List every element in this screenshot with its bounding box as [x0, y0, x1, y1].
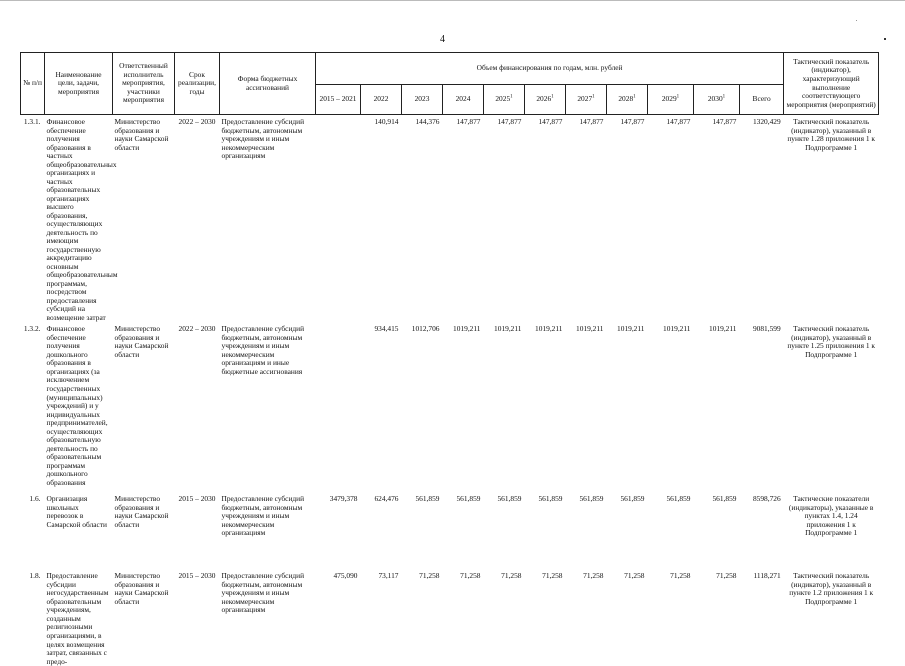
- row-indicator: Тактический показатель (индикатор), указанный в пункте 1.2 приложения 1 к Подпрограмме 1: [789, 571, 874, 606]
- table-row: [21, 115, 879, 323]
- row-value: 1118,271: [753, 571, 781, 581]
- row-value: 1012,706: [411, 324, 440, 334]
- row-name: Организация школьных перевозок в Самарской области: [46, 494, 108, 529]
- header-indicator: Тактический показатель (индикатор), характеризующий выполнение соответствующего мероприятия (мероприятий): [784, 53, 879, 115]
- header-num: № п/п: [21, 53, 45, 115]
- row-value: 561,859: [456, 494, 481, 504]
- row-name: Предоставление субсидии негосударственным образовательным учреждениям, созданным религиозными организациями, в целях возмещения затрат, связанных с предо-: [46, 571, 109, 666]
- row-value: 1019,211: [453, 324, 481, 334]
- row-value: 934,415: [374, 324, 399, 334]
- row-value: 71,258: [670, 571, 691, 581]
- row-executor: Министерство образования и науки Самарской области: [114, 324, 169, 359]
- row-value: 475,090: [333, 571, 358, 581]
- header-executor: Ответственный исполнитель мероприятия, участники мероприятия: [113, 53, 175, 115]
- header-year: 2024: [443, 85, 484, 115]
- row-indicator: Тактический показатель (индикатор), указанный в пункте 1.28 приложения 1 к Подпрограмме 1: [787, 117, 875, 152]
- row-value: 1019,211: [617, 324, 645, 334]
- header-funding: Объем финансирования по годам, млн. рублей: [316, 53, 784, 85]
- row-indicator: Тактические показатели (индикаторы), указанные в пунктах 1.4, 1.24 приложения 1 к Подпрограмме 1: [788, 494, 874, 538]
- row-value: 561,859: [497, 494, 522, 504]
- row-value: 1320,429: [752, 117, 781, 126]
- row-value: 71,258: [460, 571, 481, 581]
- row-term: 2015 – 2030: [178, 494, 216, 504]
- row-form: Предоставление субсидий бюджетным, автономным учреждениям и иным некоммерческим организациям: [221, 117, 305, 161]
- top-rule: [0, 0, 905, 1]
- row-name: Финансовое обеспечение получения дошкольного образования в организациях (за исключением государственных (муниципальных) учреждений) и у индивидуальных предпринимателей, осуществляющих образовательную деятельность по образовательным программам дошкольного образования: [46, 324, 108, 487]
- row-value: 147,877: [538, 117, 563, 126]
- row-value: 8598,726: [752, 494, 781, 504]
- row-value: 9081,599: [752, 324, 781, 334]
- row-value: 73,117: [378, 571, 399, 581]
- row-value: 71,258: [583, 571, 604, 581]
- header-year: Всего: [740, 85, 784, 115]
- scan-speck: [884, 38, 886, 40]
- row-executor: Министерство образования и науки Самарской области: [114, 117, 169, 152]
- row-value: 1019,211: [663, 324, 691, 334]
- header-term: Срок реализации, годы: [175, 53, 220, 115]
- table-row: [21, 492, 879, 569]
- row-value: 1019,211: [494, 324, 522, 334]
- row-value: 1019,211: [709, 324, 737, 334]
- row-term: 2015 – 2030: [178, 571, 216, 581]
- row-value: 1019,211: [535, 324, 563, 334]
- row-number: 1.8.: [29, 571, 41, 581]
- row-value: 561,859: [666, 494, 691, 504]
- header-year: 2025$^1$: [484, 85, 525, 115]
- row-value: 3479,378: [329, 494, 358, 504]
- table-row: [21, 569, 879, 666]
- row-value: [316, 322, 361, 492]
- row-value: 561,859: [620, 494, 645, 504]
- scan-speck: [856, 20, 857, 21]
- header-name: Наименование цели, задачи, мероприятия: [45, 53, 113, 115]
- row-term: 2022 – 2030: [178, 117, 216, 126]
- row-number: 1.6.: [29, 494, 41, 504]
- row-value: 147,877: [497, 117, 522, 126]
- row-value: 71,258: [419, 571, 440, 581]
- row-value: 561,859: [712, 494, 737, 504]
- header-year: 2028$^1$: [607, 85, 648, 115]
- row-value: 140,914: [374, 117, 399, 126]
- row-value: 71,258: [501, 571, 522, 581]
- row-value: 1019,211: [576, 324, 604, 334]
- row-executor: Министерство образования и науки Самарской области: [114, 571, 169, 606]
- row-value: 147,877: [620, 117, 645, 126]
- header-year: 2022: [361, 85, 402, 115]
- header-year: 2030$^1$: [694, 85, 740, 115]
- row-value: 561,859: [579, 494, 604, 504]
- header-year: 2015 – 2021: [316, 85, 361, 115]
- row-term: 2022 – 2030: [178, 324, 216, 334]
- funding-table: [20, 52, 879, 666]
- row-name: Финансовое обеспечение получения образования в частных общеобразовательных организациях и частных образовательных организациях высшего образования, осуществляющих деятельность по имеющим государственную аккредитацию основным общеобразовательным программам, посредством предоставления субсидий на возмещение затрат: [46, 117, 118, 322]
- row-value: 561,859: [538, 494, 563, 504]
- row-form: Предоставление субсидий бюджетным, автономным учреждениям и иным некоммерческим организациям: [221, 494, 305, 538]
- row-value: 147,877: [579, 117, 604, 126]
- row-value: 71,258: [624, 571, 645, 581]
- table-row: [21, 322, 879, 492]
- row-form: Предоставление субсидий бюджетным, автономным учреждениям и иным некоммерческим организациям: [221, 571, 305, 615]
- row-value: 147,877: [666, 117, 691, 126]
- row-value: 561,859: [415, 494, 440, 504]
- header-form: Форма бюджетных ассигнований: [220, 53, 316, 115]
- row-value: [316, 115, 361, 323]
- page-number: 4: [440, 34, 445, 45]
- row-number: 1.3.1.: [23, 117, 41, 126]
- row-form: Предоставление субсидий бюджетным, автономным учреждениям и иным некоммерческим организациям и иные бюджетные ассигнования: [221, 324, 305, 376]
- row-value: 144,376: [415, 117, 440, 126]
- row-value: 147,877: [712, 117, 737, 126]
- row-number: 1.3.2.: [23, 324, 41, 334]
- row-value: 71,258: [542, 571, 563, 581]
- row-executor: Министерство образования и науки Самарской области: [114, 494, 169, 529]
- row-value: 624,476: [374, 494, 399, 504]
- header-year: 2023: [402, 85, 443, 115]
- header-year: 2029$^1$: [648, 85, 694, 115]
- row-indicator: Тактический показатель (индикатор), указанный в пункте 1.25 приложения 1 к Подпрограмме 1: [787, 324, 875, 359]
- header-year: 2026$^1$: [525, 85, 566, 115]
- row-value: 71,258: [716, 571, 737, 581]
- header-year: 2027$^1$: [566, 85, 607, 115]
- row-value: 147,877: [456, 117, 481, 126]
